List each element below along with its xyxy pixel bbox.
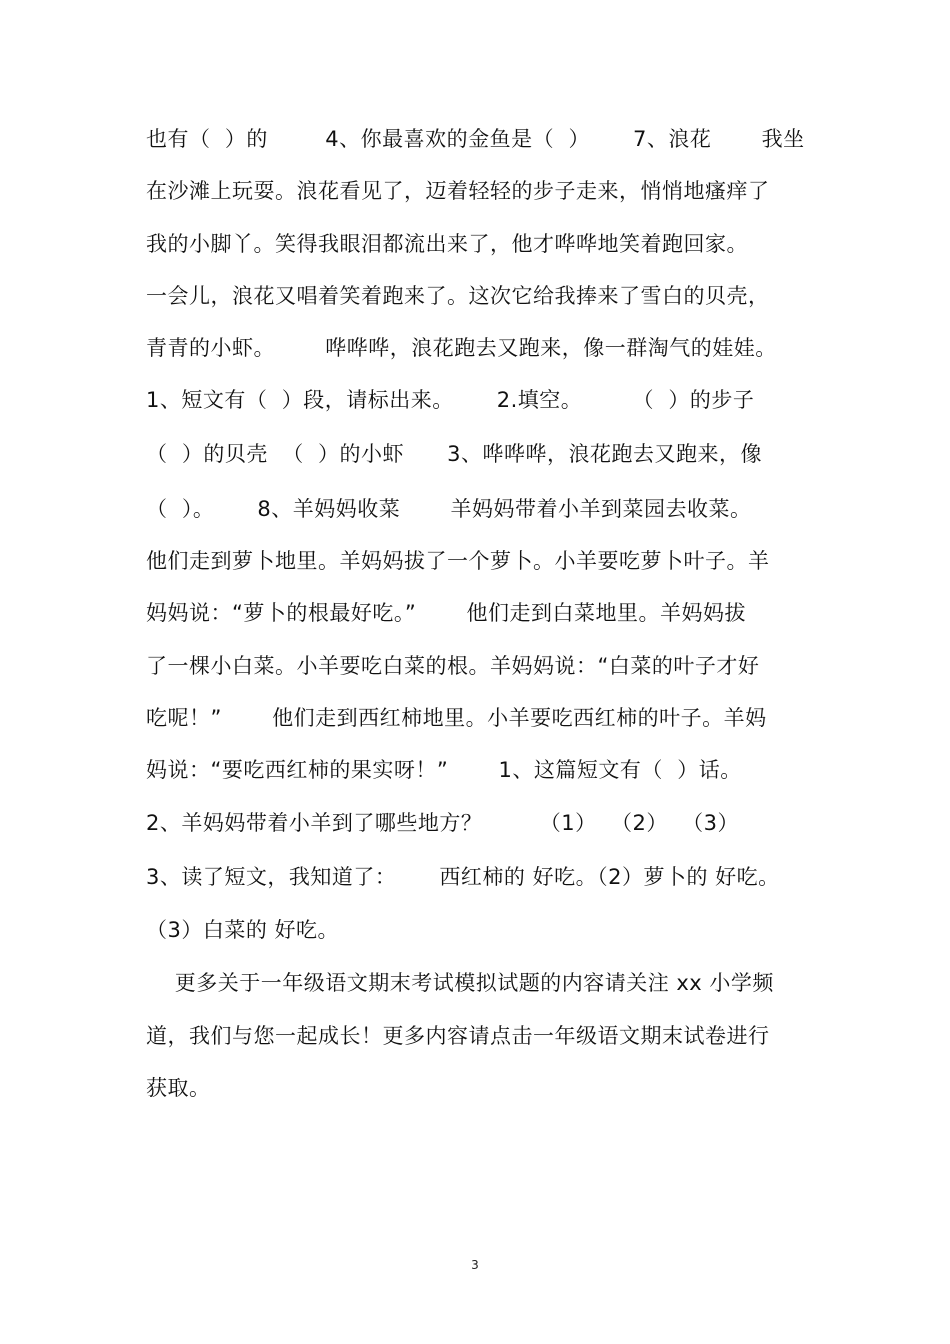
text-line-3: 我的小脚丫。笑得我眼泪都流出来了，他才哗哗地笑着跑回家。: [146, 232, 748, 256]
text-line-19: 获取。: [146, 1076, 211, 1100]
text-line-8: （ ）。 8、羊妈妈收菜 羊妈妈带着小羊到菜园去收菜。: [146, 497, 752, 521]
page-number: 3: [471, 1258, 479, 1272]
text-line-13: 妈说：“要吃西红柿的果实呀！” 1、这篇短文有（ ）话。: [146, 758, 742, 782]
text-line-7: （ ）的贝壳 （ ）的小虾 3、哗哗哗，浪花跑去又跑来，像: [146, 442, 762, 466]
text-line-15: 3、读了短文，我知道了： 西红柿的 好吃。（2）萝卜的 好吃。: [146, 865, 780, 889]
text-line-2: 在沙滩上玩耍。浪花看见了，迈着轻轻的步子走来，悄悄地瘙痒了: [146, 179, 770, 203]
text-line-18: 道，我们与您一起成长！更多内容请点击一年级语文期末试卷进行: [146, 1024, 770, 1048]
text-line-17: 更多关于一年级语文期末考试模拟试题的内容请关注 xx 小学频: [146, 971, 774, 995]
text-line-14: 2、羊妈妈带着小羊到了哪些地方？ （1） （2） （3）: [146, 811, 740, 835]
text-line-9: 他们走到萝卜地里。羊妈妈拔了一个萝卜。小羊要吃萝卜叶子。羊: [146, 549, 770, 573]
text-line-1: 也有（ ）的 4、你最喜欢的金鱼是（ ） 7、浪花 我坐: [146, 127, 805, 151]
text-line-5: 青青的小虾。 哗哗哗，浪花跑去又跑来，像一群淘气的娃娃。: [146, 336, 777, 360]
text-line-16: （3）白菜的 好吃。: [146, 918, 340, 942]
text-line-6: 1、短文有（ ）段，请标出来。 2.填空。 （ ）的步子: [146, 388, 755, 412]
text-line-4: 一会儿，浪花又唱着笑着跑来了。这次它给我捧来了雪白的贝壳，: [146, 284, 770, 308]
text-line-12: 吃呢！” 他们走到西红柿地里。小羊要吃西红柿的叶子。羊妈: [146, 706, 767, 730]
text-line-11: 了一棵小白菜。小羊要吃白菜的根。羊妈妈说：“白菜的叶子才好: [146, 654, 760, 678]
text-line-10: 妈妈说：“萝卜的根最好吃。” 他们走到白菜地里。羊妈妈拔: [146, 601, 746, 625]
